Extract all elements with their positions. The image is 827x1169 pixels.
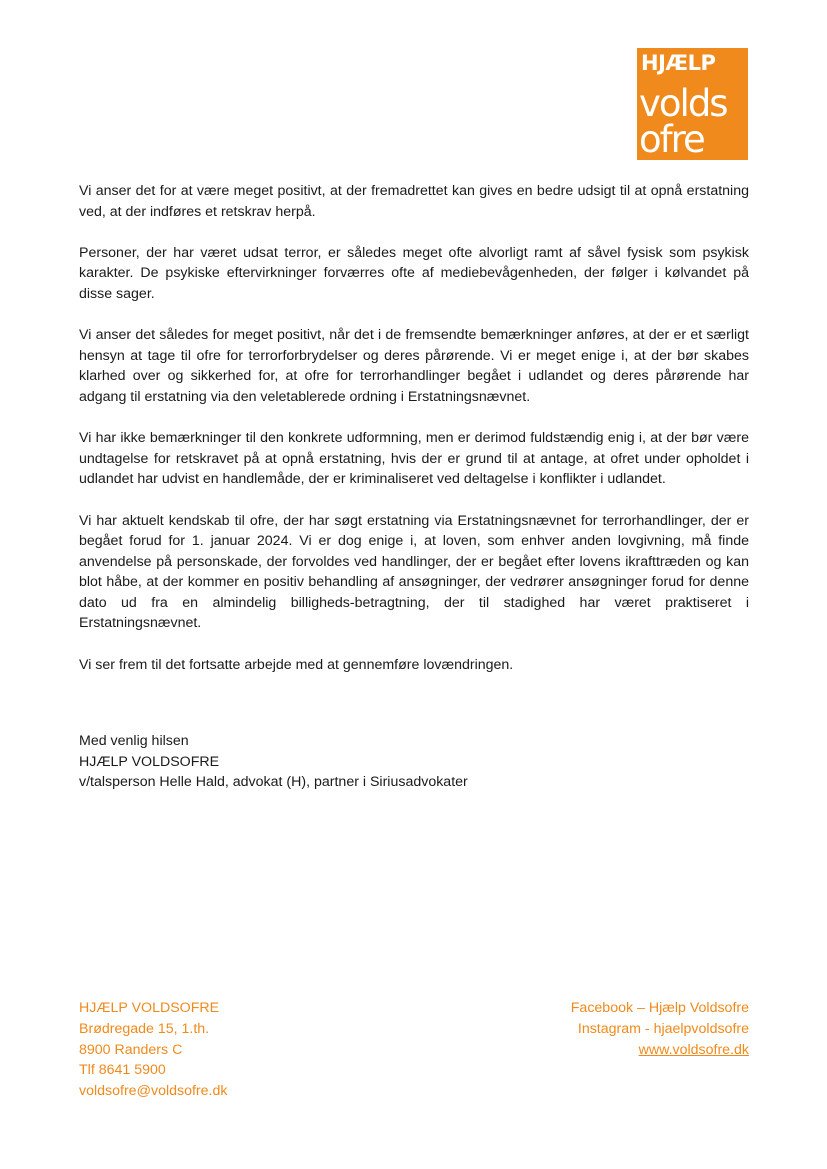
logo-line-2: volds [639,82,727,125]
letter-body [79,181,749,696]
footer-contact [79,998,227,1102]
paragraph-1: Vi anser det for at være meget positivt, at der fremadrettet kan gives en bedre udsigt til at opnå erstatning ved, at der indføres et retskrav herpå. [79,183,749,220]
logo-line-3: ofre [639,118,704,160]
signature-block [79,731,749,793]
paragraph-4: Vi har ikke bemærkninger til den konkrete udformning, men er derimod fuldstændig enig i, at der bør være undtagelse for retskravet på at opnå erstatning, hvis der er grund til at antage, at ofret under opholdet i udlandet har udvist en handlemåde, der er kriminaliseret ved deltagelse i konflikter i udlandet. [79,430,749,488]
footer-instagram: Instagram - hjaelpvoldsofre [577,1020,749,1037]
signature-org: HJÆLP VOLDSOFRE [79,753,220,770]
paragraph-3: Vi anser det således for meget positivt, når det i de fremsendte bemærkninger anføres, at der er et særligt hensyn at tage til ofre for terrorforbrydelser og deres pårørende. Vi er meget enige i, at der bør skabes klarhed over og sikkerhed for, at ofre for terrorhandlinger begået i udlandet og deres pårørende har adgang til erstatning via den veletablerede ordning i Erstatningsnævnet. [79,327,749,405]
paragraph-6: Vi ser frem til det fortsatte arbejde med at gennemføre lovændringen. [79,656,514,673]
footer-facebook: Facebook – Hjælp Voldsofre [570,1000,749,1016]
signature-person: v/talsperson Helle Hald, advokat (H), partner i Siriusadvokater [79,774,468,791]
logo [637,48,748,160]
footer-org-name: HJÆLP VOLDSOFRE [79,1000,220,1016]
footer-social [571,998,749,1060]
footer-email: voldsofre@voldsofre.dk [79,1083,228,1100]
footer-street: Brødregade 15, 1.th. [79,1020,210,1037]
footer-city: 8900 Randers C [79,1041,183,1058]
paragraph-5: Vi har aktuelt kendskab til ofre, der har søgt erstatning via Erstatningsnævnet for terrorhandlinger, der er begået forud for 1. januar 2024. Vi er dog enige i, at loven, som enhver anden lovgivning, må finde anvendelse på personskade, der forvoldes ved handlinger, der er begået efter lovens ikrafttræden og kan blot håbe, at der kommer en positiv behandling af ansøgninger, der vedrører ansøgninger forud for denne dato ud fra en almindelig billigheds-betragtning, der til stadighed har været praktiseret i Erstatningsnævnet. [79,512,749,632]
footer-phone: Tlf 8641 5900 [79,1062,166,1079]
signature-greeting: Med venlig hilsen [79,733,189,749]
footer-website-link[interactable]: www.voldsofre.dk [638,1041,749,1058]
logo-line-1: HJÆLP [641,51,716,75]
paragraph-2: Personer, der har været udsat terror, er således meget ofte alvorligt ramt af såvel fysisk som psykisk karakter. De psykiske eftervirkninger forværres ofte af mediebevågenheden, der følger i kølvandet på disse sager. [79,244,749,302]
